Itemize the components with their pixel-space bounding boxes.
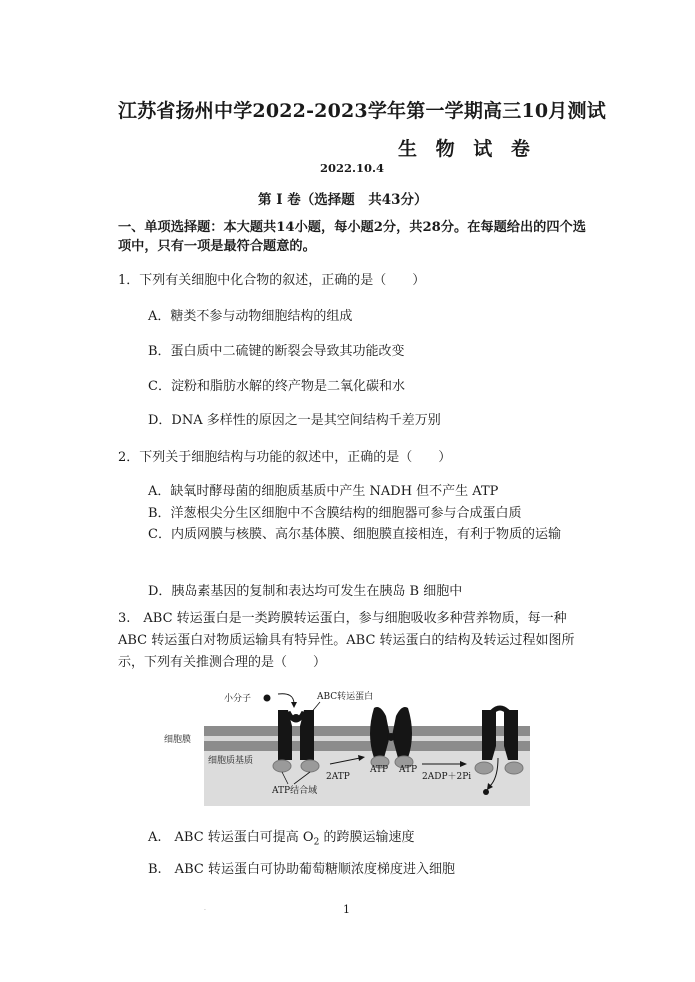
label-2atp: 2ATP <box>326 772 350 782</box>
question-1-option-a: A．糖类不参与动物细胞结构的组成 <box>148 309 353 324</box>
label-membrane: 细胞膜 <box>164 735 192 745</box>
question-3-stem: 3. ABC 转运蛋白是一类跨膜转运蛋白，参与细胞吸收多种营养物质，每一种 ABC 转运蛋白对物质运输具有特异性。ABC 转运蛋白的结构及转运过程如图所示，下列有关推测合理的是（ ） <box>118 611 575 670</box>
released-molecule <box>483 789 489 795</box>
section-instruction: 一、单项选择题：本大题共14小题，每小题2分，共28分。在每题给出的四个选项中，只有一项是最符合题意的。 <box>118 220 586 254</box>
footer-mark: . <box>204 905 206 912</box>
question-3-option-a <box>148 826 414 848</box>
question-3-option-a-text-end: 的跨膜运输速度 <box>319 830 415 845</box>
atp-binding-domain-3a <box>475 762 493 774</box>
entry-arrow-icon <box>291 702 297 708</box>
atp-binding-domain-1a <box>273 760 291 772</box>
exam-date: 2022.10.4 <box>320 161 385 175</box>
label-small-molecule: 小分子 <box>224 694 252 704</box>
label-adp: 2ADP＋2Pi <box>422 772 472 782</box>
bound-small-molecule <box>292 714 300 722</box>
question-3-option-a-subscript: 2 <box>313 837 320 848</box>
question-1-stem: 1．下列有关细胞中化合物的叙述，正确的是（ ） <box>118 273 426 288</box>
page-number: 1 <box>343 903 350 916</box>
question-2-option-a: A．缺氧时酵母菌的细胞质基质中产生 NADH 但不产生 ATP <box>148 484 499 499</box>
exam-subtitle: 生 物 试 卷 <box>398 138 536 160</box>
abc-transporter-diagram <box>160 686 540 810</box>
exam-title: 江苏省扬州中学2022-2023学年第一学期高三10月测试 <box>118 100 606 122</box>
small-molecule-icon <box>264 695 271 702</box>
label-abc-protein: ABC转运蛋白 <box>317 692 374 702</box>
atp-binding-domain-1b <box>301 760 319 772</box>
question-1-option-b: B．蛋白质中二硫键的断裂会导致其功能改变 <box>148 344 405 359</box>
transported-molecule <box>387 733 395 741</box>
question-3-option-b: B. ABC 转运蛋白可协助葡萄糖顺浓度梯度进入细胞 <box>148 862 455 877</box>
question-3-option-a-text: A. ABC 转运蛋白可提高 O <box>148 830 314 845</box>
question-2-option-c: C．内质网膜与核膜、高尔基体膜、细胞膜直接相连，有利于物质的运输 <box>148 527 561 542</box>
label-atp-1: ATP <box>370 765 389 775</box>
question-1-option-d: D．DNA 多样性的原因之一是其空间结构千差万别 <box>148 413 441 428</box>
atp-binding-domain-3b <box>505 762 523 774</box>
question-2-option-b: B．洋葱根尖分生区细胞中不含膜结构的细胞器可参与合成蛋白质 <box>148 506 522 521</box>
question-2-stem: 2．下列关于细胞结构与功能的叙述中，正确的是（ ） <box>118 450 452 465</box>
abc-protein-pointer <box>310 702 320 714</box>
label-atp-2: ATP <box>399 765 418 775</box>
label-atp-domain: ATP结合域 <box>272 786 318 796</box>
question-1-option-c: C．淀粉和脂肪水解的终产物是二氧化碳和水 <box>148 379 405 394</box>
question-2-option-d: D．胰岛素基因的复制和表达均可发生在胰岛 B 细胞中 <box>148 584 463 599</box>
membrane-inner-layer <box>204 741 530 751</box>
part-heading: 第 Ⅰ 卷（选择题 共43分） <box>258 192 428 208</box>
membrane-outer-layer <box>204 726 530 736</box>
label-cytoplasm: 细胞质基质 <box>208 756 254 766</box>
